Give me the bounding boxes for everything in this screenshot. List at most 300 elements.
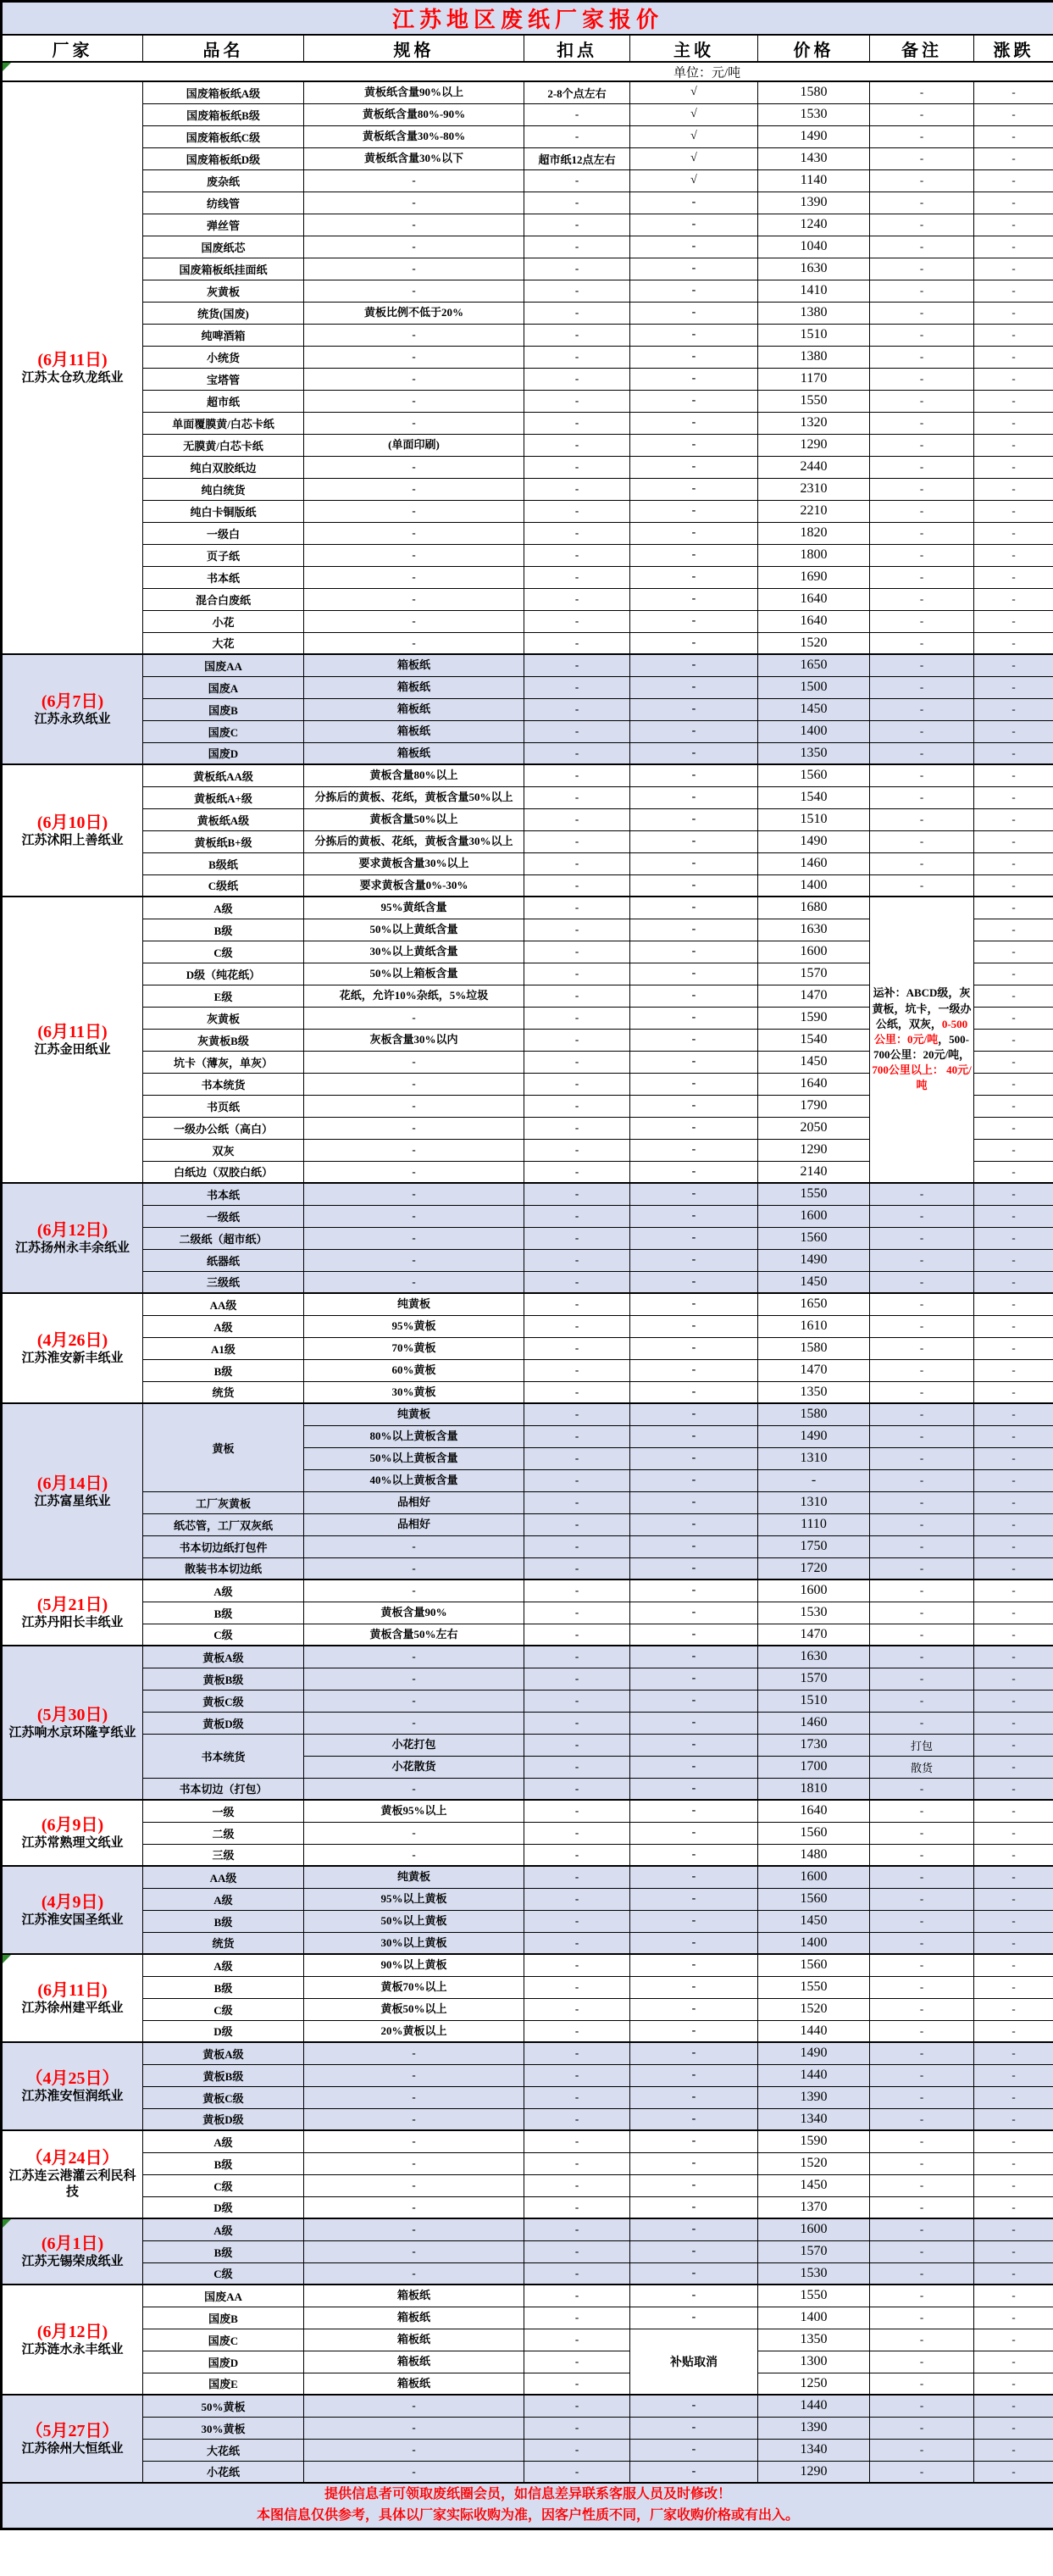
deduction-cell: 超市纸12点左右 [524,147,630,169]
factory-cell [2,897,143,1183]
product-name-cell: 黄板纸B+级 [143,830,304,852]
note-cell: - [870,500,974,522]
product-name-cell: B级 [143,1359,304,1381]
change-cell: - [974,169,1053,192]
spec-cell: - [304,2064,524,2086]
product-name-cell: C级 [143,941,304,963]
change-cell: - [974,786,1053,808]
product-name-cell: 书本切边（打包） [143,1778,304,1800]
note-cell: - [870,1447,974,1469]
change-cell: - [974,2196,1053,2218]
main-collect-cell: - [630,192,758,214]
product-name-cell: 废杂纸 [143,169,304,192]
main-collect-cell: - [630,1447,758,1469]
change-cell: - [974,1007,1053,1029]
price-row [2,2086,1053,2108]
price-cell: 1820 [758,522,870,544]
product-name-cell: 黄板C级 [143,2086,304,2108]
col-header-product: 品名 [143,35,304,62]
spec-cell: - [304,1271,524,1293]
product-name-cell: 灰黄板 [143,280,304,302]
price-row [2,125,1053,147]
note-cell: - [870,103,974,125]
deduction-cell: - [524,1051,630,1073]
factory-name: 江苏富星纸业 [34,1494,111,1508]
price-row [2,280,1053,302]
change-cell: - [974,1227,1053,1249]
main-collect-cell: - [630,2439,758,2461]
product-name-cell: 白纸边（双胶白纸） [143,1161,304,1183]
spec-cell: - [304,1579,524,1602]
change-cell: - [974,1888,1053,1910]
note-cell: - [870,1778,974,1800]
price-cell: 1440 [758,2395,870,2417]
product-name-cell: 黄板D级 [143,2108,304,2130]
price-row [2,2240,1053,2262]
col-header-main-collect: 主收 [630,35,758,62]
factory-name: 江苏永玖纸业 [34,712,111,726]
deduction-cell: - [524,720,630,742]
product-name-cell: C级 [143,2174,304,2196]
factory-section [2,654,1053,764]
note-cell: - [870,2108,974,2130]
price-cell: 1320 [758,412,870,434]
change-cell: - [974,1403,1053,1425]
change-cell: - [974,2307,1053,2329]
deduction-cell: - [524,919,630,941]
price-row [2,478,1053,500]
note-cell: - [870,676,974,698]
deduction-cell: - [524,1073,630,1095]
main-collect-cell: - [630,412,758,434]
product-name-cell: 纸器纸 [143,1249,304,1271]
deduction-cell: - [524,2174,630,2196]
main-collect-cell: - [630,852,758,874]
spec-cell: - [304,2086,524,2108]
change-cell: - [974,1205,1053,1227]
footer-note-line1: 提供信息者可领取废纸圈会员，如信息差异联系客服人员及时修改！ [324,2486,732,2501]
factory-cell [2,1800,143,1866]
price-cell: 1460 [758,852,870,874]
spec-cell: 黄板纸含量30%-80% [304,125,524,147]
factory-date: (6月9日) [41,1815,104,1835]
product-name-cell: B级 [143,1976,304,1998]
product-name-cell: 页子纸 [143,544,304,566]
factory-date: (6月14日) [36,1474,108,1493]
price-cell: 1560 [758,1954,870,1976]
col-header-note: 备注 [870,35,974,62]
deduction-cell: - [524,1602,630,1624]
factory-cell [2,2285,143,2395]
price-cell: 1250 [758,2373,870,2395]
spec-cell: - [304,236,524,258]
deduction-cell: - [524,522,630,544]
note-cell: - [870,566,974,588]
price-cell: 1400 [758,2307,870,2329]
main-collect-cell: - [630,830,758,852]
deduction-cell: - [524,852,630,874]
change-cell: - [974,654,1053,676]
product-name-cell: 宝塔管 [143,368,304,390]
deduction-cell: - [524,2417,630,2439]
main-collect-cell: - [630,720,758,742]
price-cell: 1370 [758,2196,870,2218]
main-collect-cell: - [630,676,758,698]
spec-cell: 黄板50%以上 [304,1998,524,2020]
product-name-cell: 散装书本切边纸 [143,1557,304,1579]
price-cell: 1490 [758,125,870,147]
product-name-cell: C级 [143,2262,304,2285]
change-cell: - [974,302,1053,324]
note-cell: - [870,169,974,192]
change-cell: - [974,610,1053,632]
price-cell: 1600 [758,1579,870,1602]
main-collect-cell: - [630,632,758,654]
spec-cell: - [304,1668,524,1690]
price-row [2,2307,1053,2329]
main-collect-cell: - [630,1557,758,1579]
price-cell: 1340 [758,2439,870,2461]
change-cell: - [974,1425,1053,1447]
deduction-cell: - [524,1557,630,1579]
product-name-cell: A级 [143,2130,304,2152]
factory-date: (6月1日) [41,2234,104,2253]
price-cell: 1580 [758,81,870,103]
price-cell: 1410 [758,280,870,302]
title-row [2,2,1053,36]
factory-section [2,1954,1053,2042]
price-row [2,147,1053,169]
product-name-cell: 小花 [143,610,304,632]
price-row [2,1315,1053,1337]
deduction-cell: - [524,2130,630,2152]
price-cell: 1580 [758,1337,870,1359]
note-cell: - [870,544,974,566]
main-collect-cell: - [630,1579,758,1602]
product-name-cell: 国废B [143,698,304,720]
change-cell: - [974,1844,1053,1866]
spec-cell: - [304,1205,524,1227]
change-cell: - [974,1513,1053,1535]
note-cell: - [870,1381,974,1403]
deduction-cell: - [524,1712,630,1734]
product-name-cell: 灰黄板B级 [143,1029,304,1051]
main-collect-cell: - [630,1249,758,1271]
spec-cell: - [304,1778,524,1800]
spec-cell: 90%以上黄板 [304,1954,524,1976]
main-collect-cell: - [630,1712,758,1734]
deduction-cell: - [524,103,630,125]
product-name-cell: 书本纸 [143,1183,304,1205]
note-cell: - [870,2285,974,2307]
product-name-cell: 混合白废纸 [143,588,304,610]
main-collect-cell: - [630,500,758,522]
spec-cell: 箱板纸 [304,742,524,764]
change-cell: - [974,368,1053,390]
main-collect-cell: - [630,2218,758,2240]
product-name-cell: 纯啤酒箱 [143,324,304,346]
change-cell: - [974,963,1053,985]
spec-cell: - [304,2461,524,2483]
change-cell: - [974,2262,1053,2285]
main-collect-cell: - [630,1800,758,1822]
change-cell: - [974,478,1053,500]
price-cell: 1520 [758,2152,870,2174]
main-collect-cell: - [630,1822,758,1844]
product-name-cell: 国废箱板纸B级 [143,103,304,125]
spec-cell: 箱板纸 [304,2285,524,2307]
note-cell: - [870,1954,974,1976]
spec-cell: 黄板含量50%左右 [304,1624,524,1646]
deduction-cell: - [524,742,630,764]
deduction-cell: - [524,1998,630,2020]
deduction-cell: - [524,1293,630,1315]
spec-cell: 40%以上黄板含量 [304,1469,524,1491]
main-collect-cell: - [630,1403,758,1425]
change-cell: - [974,1910,1053,1932]
main-collect-cell: - [630,2461,758,2483]
product-name-cell: A级 [143,1579,304,1602]
spec-cell: 要求黄板含量30%以上 [304,852,524,874]
main-collect-cell: - [630,919,758,941]
price-cell: 1720 [758,1557,870,1579]
spec-cell: - [304,368,524,390]
main-collect-cell: - [630,280,758,302]
change-cell: - [974,1579,1053,1602]
main-collect-cell: - [630,1337,758,1359]
change-cell: - [974,1822,1053,1844]
product-name-cell: 黄板B级 [143,1668,304,1690]
note-cell: - [870,1822,974,1844]
change-cell: - [974,1029,1053,1051]
deduction-cell: - [524,1822,630,1844]
deduction-cell: - [524,2086,630,2108]
price-cell: 1530 [758,1602,870,1624]
product-name-cell: 统货 [143,1932,304,1954]
price-row [2,1668,1053,1690]
product-name-cell: 黄板纸A级 [143,808,304,830]
main-collect-cell: - [630,1007,758,1029]
change-cell: - [974,1315,1053,1337]
note-cell: - [870,1910,974,1932]
deduction-cell: - [524,214,630,236]
spec-cell: 黄板95%以上 [304,1800,524,1822]
change-cell: - [974,103,1053,125]
product-name-cell: 国废E [143,2373,304,2395]
deduction-cell: - [524,1756,630,1778]
factory-cell [2,1403,143,1579]
price-cell: 1520 [758,1998,870,2020]
change-cell: - [974,346,1053,368]
change-cell: - [974,830,1053,852]
spec-cell: - [304,2152,524,2174]
main-collect-cell: - [630,1227,758,1249]
spec-cell: 箱板纸 [304,2351,524,2373]
spec-cell: - [304,346,524,368]
deduction-cell: - [524,588,630,610]
deduction-cell: - [524,764,630,786]
main-collect-cell: - [630,456,758,478]
price-cell: 1310 [758,1447,870,1469]
spec-cell: - [304,214,524,236]
factory-section [2,1579,1053,1646]
factory-cell [2,2395,143,2483]
factory-date: (5月21日) [36,1595,108,1614]
price-cell: 1560 [758,764,870,786]
note-cell: - [870,280,974,302]
factory-section [2,2042,1053,2130]
main-collect-cell: - [630,654,758,676]
deduction-cell: - [524,2285,630,2307]
change-cell: - [974,1293,1053,1315]
change-cell: - [974,2042,1053,2064]
column-header-row [2,35,1053,62]
spec-cell: - [304,1007,524,1029]
product-name-cell: 小统货 [143,346,304,368]
spec-cell: - [304,1557,524,1579]
note-cell: - [870,2174,974,2196]
factory-name: 江苏连云港灌云利民科技 [8,2169,136,2199]
spec-cell: - [304,1844,524,1866]
change-cell: - [974,2395,1053,2417]
col-header-price: 价格 [758,35,870,62]
change-cell: - [974,1139,1053,1161]
note-cell: - [870,1359,974,1381]
price-cell: 1810 [758,1778,870,1800]
note-cell: - [870,588,974,610]
main-collect-cell: - [630,434,758,456]
price-row [2,2042,1053,2064]
price-row [2,1778,1053,1800]
deduction-cell: - [524,985,630,1007]
main-collect-cell: - [630,2174,758,2196]
note-text: 运补：ABCD级，灰黄板，坑卡，一级办公纸，双灰， [872,986,972,1030]
spec-cell: - [304,2262,524,2285]
price-cell: 1600 [758,2218,870,2240]
product-name-cell: 双灰 [143,1139,304,1161]
change-cell: - [974,434,1053,456]
product-name-cell: 国废D [143,2351,304,2373]
spec-cell: - [304,2108,524,2130]
spec-cell: 50%以上黄板 [304,1910,524,1932]
price-cell: 1170 [758,368,870,390]
note-cell: - [870,2417,974,2439]
change-cell: - [974,1249,1053,1271]
price-row [2,1513,1053,1535]
price-cell: 2210 [758,500,870,522]
price-cell: 1790 [758,1095,870,1117]
price-row [2,412,1053,434]
spec-cell: - [304,2218,524,2240]
change-cell: - [974,412,1053,434]
price-cell: 1110 [758,1513,870,1535]
deduction-cell: - [524,1337,630,1359]
price-cell: 1800 [758,544,870,566]
factory-section [2,1800,1053,1866]
spec-cell: - [304,478,524,500]
deduction-cell: - [524,2108,630,2130]
note-text: ，500-700公里：20元/吨， [873,1032,971,1062]
price-cell: 1600 [758,1205,870,1227]
price-row [2,654,1053,676]
factory-date: (6月12日) [36,2322,108,2341]
note-cell: - [870,698,974,720]
price-cell: 1560 [758,1822,870,1844]
price-cell: 1490 [758,830,870,852]
price-row [2,456,1053,478]
price-cell: 1540 [758,786,870,808]
price-cell: 1590 [758,1007,870,1029]
spec-cell: - [304,2417,524,2439]
main-collect-cell: - [630,1469,758,1491]
price-row [2,2373,1053,2395]
spec-cell: - [304,390,524,412]
price-cell: 1450 [758,2174,870,2196]
col-header-factory: 厂家 [2,35,143,62]
price-cell: 2440 [758,456,870,478]
product-name-cell: C级 [143,1624,304,1646]
main-collect-cell: - [630,566,758,588]
product-name-cell: 国废箱板纸挂面纸 [143,258,304,280]
price-cell: 1630 [758,919,870,941]
price-cell: 2140 [758,1161,870,1183]
factory-name: 江苏丹阳长丰纸业 [21,1615,124,1629]
note-cell: - [870,1690,974,1712]
price-row [2,2108,1053,2130]
note-cell: - [870,1998,974,2020]
factory-date: (4月9日) [41,1892,104,1912]
price-row [2,2152,1053,2174]
main-collect-cell: - [630,1756,758,1778]
change-cell: - [974,2439,1053,2461]
price-row [2,390,1053,412]
change-cell: - [974,720,1053,742]
price-row [2,1712,1053,1734]
note-cell: - [870,2307,974,2329]
change-cell: - [974,2461,1053,2483]
price-row [2,258,1053,280]
main-collect-cell: - [630,1381,758,1403]
product-name-cell: A级 [143,1954,304,1976]
main-collect-cell: 补贴取消 [630,2329,758,2395]
price-cell: 1510 [758,324,870,346]
price-row [2,324,1053,346]
price-cell: 1600 [758,1866,870,1888]
product-name-cell: AA级 [143,1293,304,1315]
change-cell: - [974,1557,1053,1579]
note-cell: - [870,1800,974,1822]
product-name-cell: 纺线管 [143,192,304,214]
price-cell: 1650 [758,1293,870,1315]
price-row [2,588,1053,610]
spec-cell: 箱板纸 [304,720,524,742]
main-collect-cell: - [630,1535,758,1557]
price-cell: 1680 [758,897,870,919]
price-row [2,169,1053,192]
product-name-cell: 统货(国废) [143,302,304,324]
spec-cell: 30%以上黄板 [304,1932,524,1954]
main-collect-cell: - [630,1844,758,1866]
change-cell: - [974,1447,1053,1469]
note-cell: - [870,1624,974,1646]
price-row [2,566,1053,588]
change-cell: - [974,258,1053,280]
unit-note: 单位：元/吨 [673,66,741,80]
price-cell: 1640 [758,588,870,610]
product-name-cell: 国废D [143,742,304,764]
change-cell: - [974,2285,1053,2307]
deduction-cell: - [524,2351,630,2373]
